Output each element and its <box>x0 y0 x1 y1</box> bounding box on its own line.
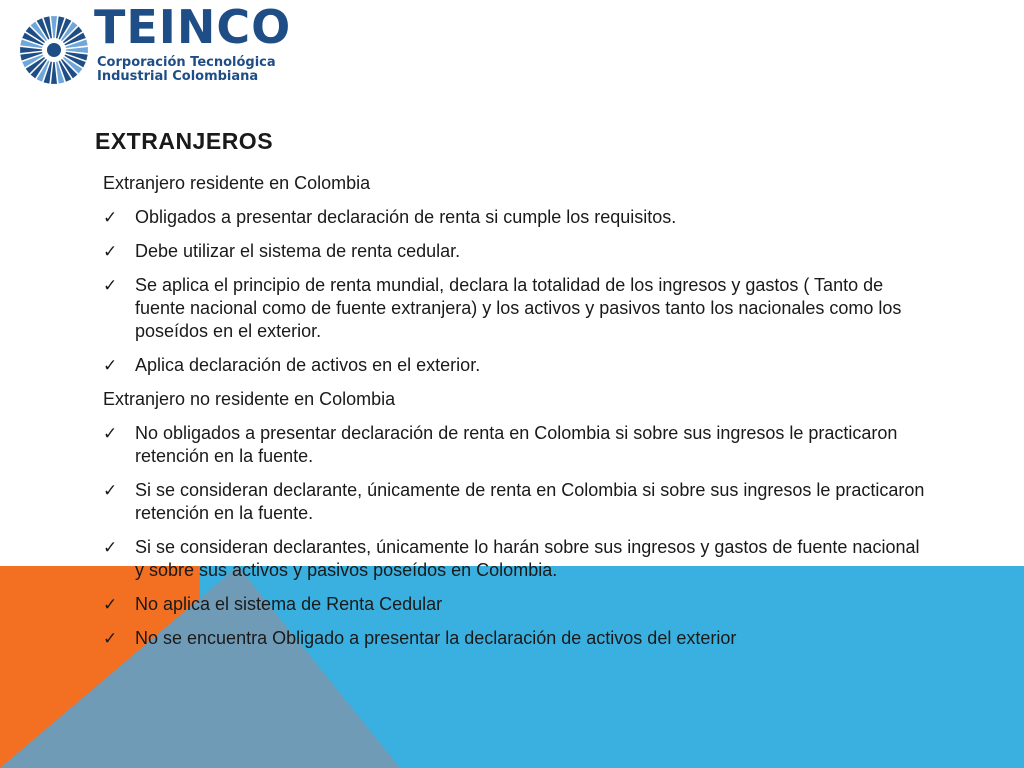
section-heading: Extranjero residente en Colombia <box>103 173 371 193</box>
list-item-text: No aplica el sistema de Renta Cedular <box>135 594 443 614</box>
checkmark-icon: ✓ <box>103 595 118 614</box>
logo-wordmark: TEINCO <box>94 0 292 54</box>
logo-subtitle-line1: Corporación Tecnológica <box>97 55 276 70</box>
list-item-text: Si se consideran declarante, únicamente de renta en Colombia si sobre sus ingresos le practicaron retención en la fuente. <box>135 480 925 523</box>
logo-ray <box>51 62 57 84</box>
list-item <box>103 593 933 616</box>
list-item-text: No se encuentra Obligado a presentar la declaración de activos del exterior <box>135 628 737 648</box>
list-item-text: Obligados a presentar declaración de renta si cumple los requisitos. <box>135 207 677 227</box>
checkmark-icon: ✓ <box>103 356 118 375</box>
list-item <box>103 206 933 229</box>
section-heading: Extranjero no residente en Colombia <box>103 389 396 409</box>
list-item-text: No obligados a presentar declaración de renta en Colombia si sobre sus ingresos le practicaron retención en la fuente. <box>135 423 898 466</box>
logo-ray <box>51 16 57 38</box>
sunburst-logo-icon <box>18 14 90 86</box>
logo-ray <box>66 47 88 53</box>
list-item-text: Aplica declaración de activos en el exterior. <box>135 355 481 375</box>
list-item <box>103 422 933 468</box>
section-non-resident <box>103 388 933 650</box>
checkmark-icon: ✓ <box>103 276 118 295</box>
list-item-text: Se aplica el principio de renta mundial, declara la totalidad de los ingresos y gastos ( Tanto de fuente nacional como de fuente extranjera) y los activos y pasivos tanto los nacionales como los poseídos en el exterior. <box>135 275 902 341</box>
checkmark-icon: ✓ <box>103 424 118 443</box>
list-item <box>103 240 933 263</box>
list-item <box>103 274 933 343</box>
list-item-text: Si se consideran declarantes, únicamente lo harán sobre sus ingresos y gastos de fuente nacional y sobre sus activos y pasivos poseídos en Colombia. <box>135 537 920 580</box>
check-list <box>103 206 933 377</box>
checkmark-icon: ✓ <box>103 481 118 500</box>
section-resident <box>103 172 933 377</box>
list-item <box>103 627 933 650</box>
list-item <box>103 354 933 377</box>
checkmark-icon: ✓ <box>103 242 118 261</box>
slide-title: EXTRANJEROS <box>95 128 274 154</box>
slide-content <box>103 172 933 661</box>
check-list <box>103 422 933 650</box>
logo-subtitle-line2: Industrial Colombiana <box>97 69 259 84</box>
checkmark-icon: ✓ <box>103 538 118 557</box>
logo-ray <box>20 47 42 53</box>
list-item <box>103 536 933 582</box>
checkmark-icon: ✓ <box>103 629 118 648</box>
teinco-logo <box>18 0 298 90</box>
list-item-text: Debe utilizar el sistema de renta cedular. <box>135 241 461 261</box>
list-item <box>103 479 933 525</box>
checkmark-icon: ✓ <box>103 208 118 227</box>
